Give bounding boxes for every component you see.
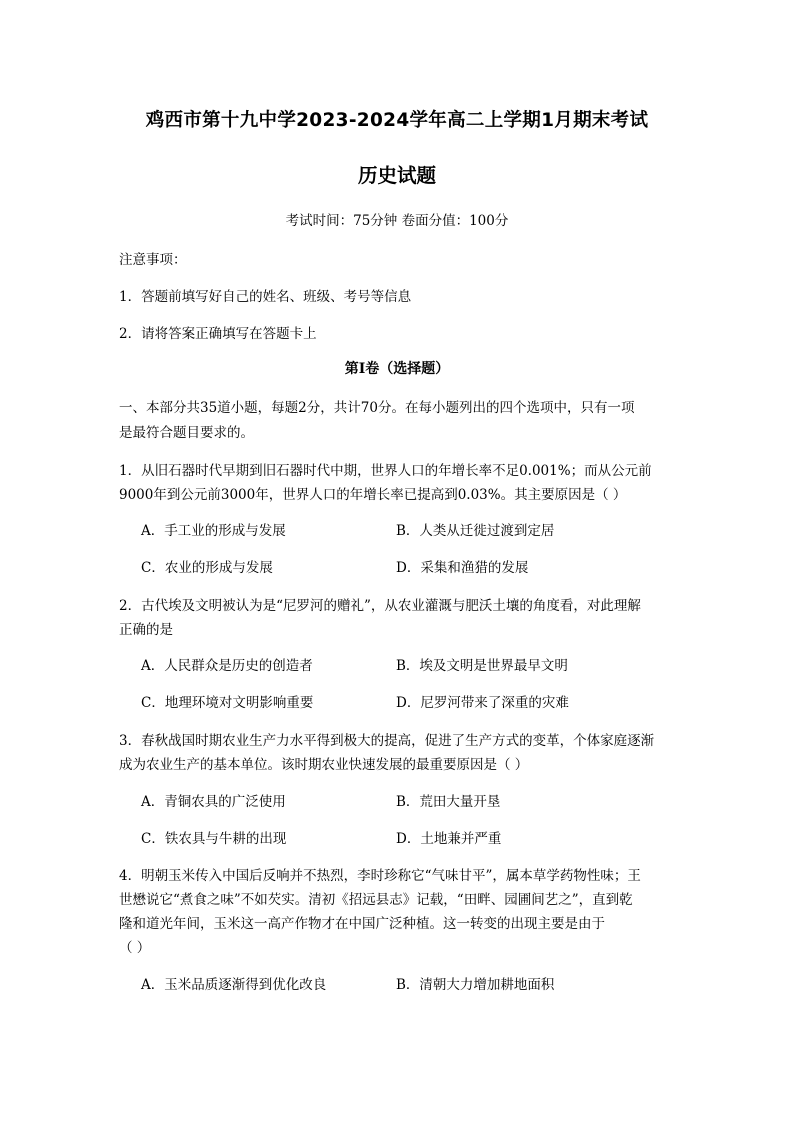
- question-4-option-b: B．清朝大力增加耕地面积: [396, 977, 555, 993]
- notes-heading: 注意事项：: [119, 252, 187, 268]
- section-instructions-line: 一、本部分共35道小题，每题2分，共计70分。在每小题列出的四个选项中，只有一项: [119, 400, 635, 416]
- question-1-option-b: B．人类从迁徙过渡到定居: [396, 523, 555, 539]
- question-1-option-d: D．采集和渔猎的发展: [396, 560, 529, 576]
- question-4-option-a: A．玉米品质逐渐得到优化改良: [141, 977, 327, 993]
- question-2-option-b: B．埃及文明是世界最早文明: [396, 658, 568, 674]
- exam-subtitle: 历史试题: [357, 164, 436, 187]
- question-4-stem-line: （ ）: [119, 940, 151, 956]
- question-2-option-d: D．尼罗河带来了深重的灾难: [396, 695, 569, 711]
- question-1-option-c: C．农业的形成与发展: [141, 560, 273, 576]
- question-3-stem-line: 成为农业生产的基本单位。该时期农业快速发展的最重要原因是（ ）: [119, 757, 529, 773]
- question-3-option-b: B．荒田大量开垦: [396, 794, 501, 810]
- question-3-stem-line: 3．春秋战国时期农业生产力水平得到极大的提高，促进了生产方式的变革，个体家庭逐渐: [119, 733, 655, 749]
- section-title: 第I卷（选择题）: [344, 361, 450, 377]
- exam-info: 考试时间：75分钟 卷面分值：100分: [285, 213, 509, 229]
- question-3-option-d: D．土地兼并严重: [396, 831, 502, 847]
- question-3-option-c: C．铁农具与牛耕的出现: [141, 831, 287, 847]
- exam-title: 鸡西市第十九中学2023-2024学年高二上学期1月期末考试: [145, 110, 649, 131]
- question-1-option-a: A．手工业的形成与发展: [141, 523, 286, 539]
- question-2-stem-line: 正确的是: [119, 622, 173, 638]
- question-3-option-a: A．青铜农具的广泛使用: [141, 794, 286, 810]
- note-item: 2．请将答案正确填写在答题卡上: [119, 326, 317, 342]
- question-1-stem-line: 9000年到公元前3000年，世界人口的年增长率已提高到0.03%。其主要原因是（ ）: [119, 487, 627, 503]
- question-4-stem-line: 隆和道光年间，玉米这一高产作物才在中国广泛种植。这一转变的出现主要是由于: [119, 916, 605, 932]
- question-2-option-c: C．地理环境对文明影响重要: [141, 695, 314, 711]
- question-2-option-a: A．人民群众是历史的创造者: [141, 658, 313, 674]
- question-2-stem-line: 2．古代埃及文明被认为是“尼罗河的赠礼”，从农业灌溉与肥沃土壤的角度看，对此理解: [119, 598, 641, 614]
- section-instructions-line: 是最符合题目要求的。: [119, 425, 254, 441]
- note-item: 1．答题前填写好自己的姓名、班级、考号等信息: [119, 289, 412, 305]
- question-4-stem-line: 4．明朝玉米传入中国后反响并不热烈，李时珍称它“气味甘平”，属本草学药物性味；王: [119, 868, 641, 884]
- question-1-stem-line: 1．从旧石器时代早期到旧石器时代中期，世界人口的年增长率不足0.001%；而从公元前: [119, 463, 652, 479]
- question-4-stem-line: 世懋说它“煮食之味”不如芡实。清初《招远县志》记载，“田畔、园圃间艺之”，直到乾: [119, 892, 633, 908]
